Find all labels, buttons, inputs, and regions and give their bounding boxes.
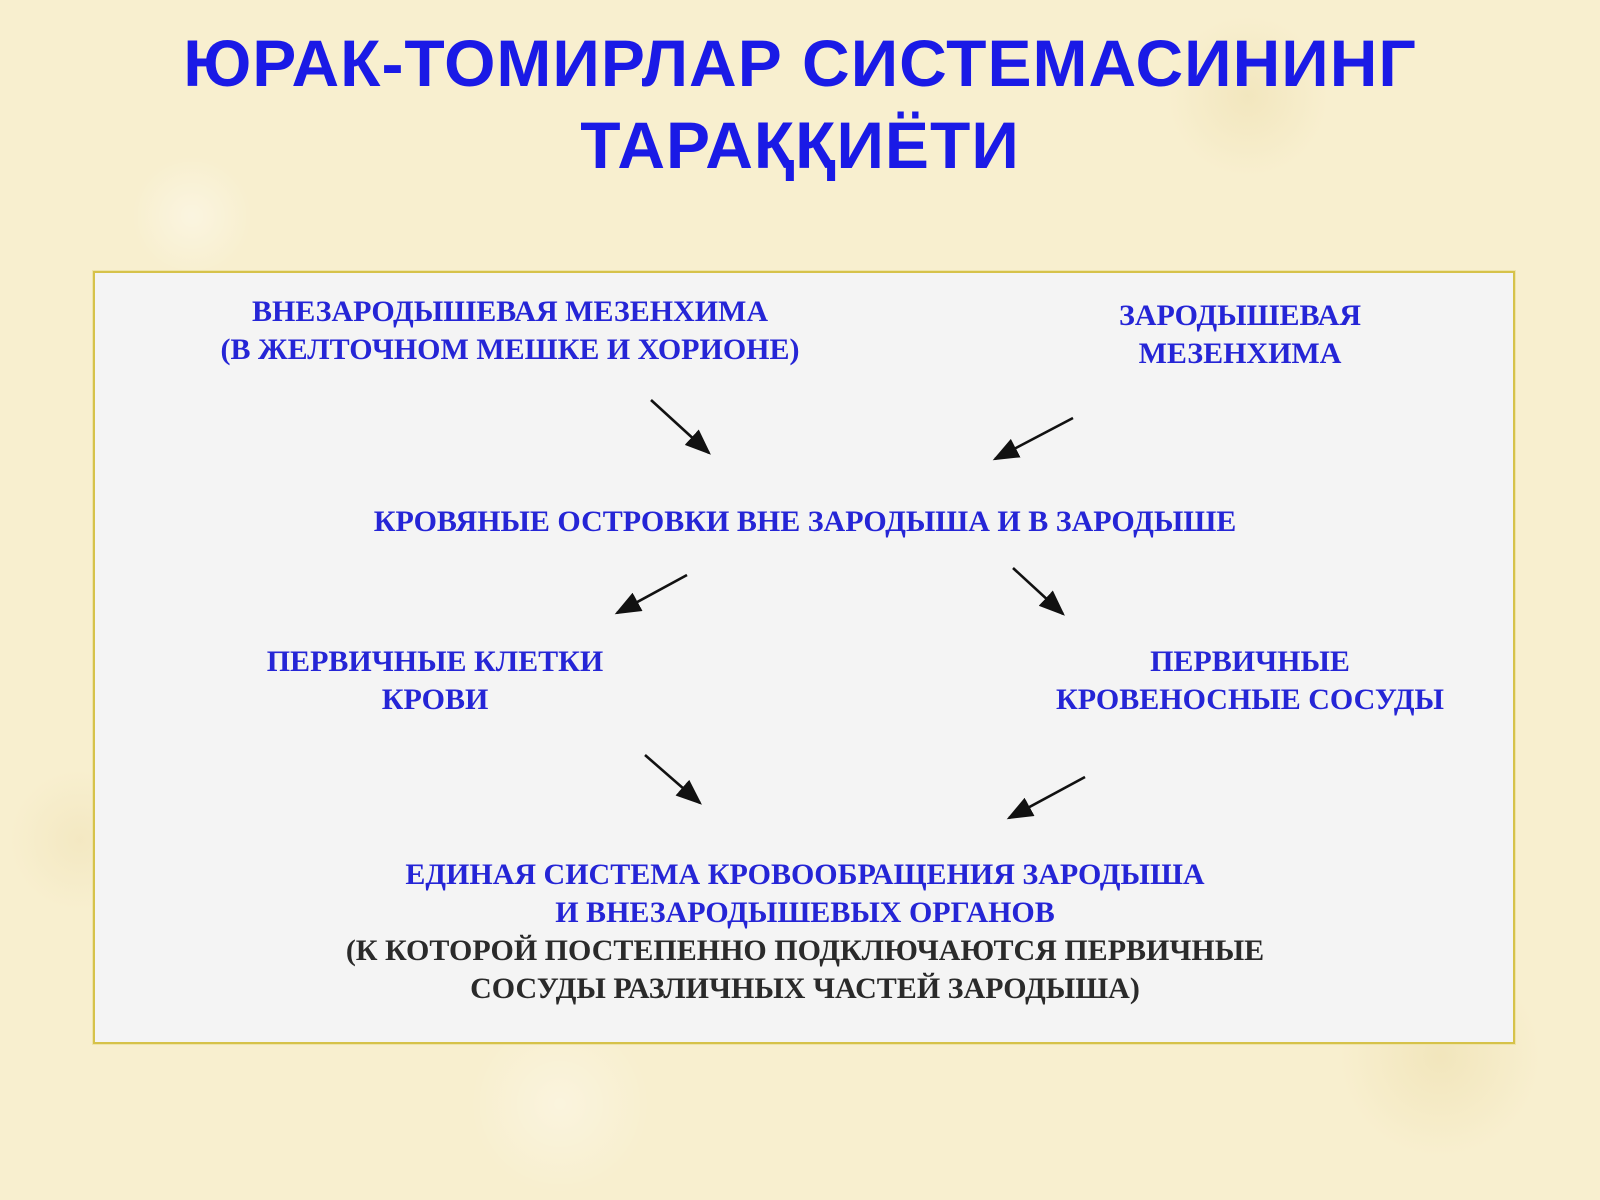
node-embryonic-mesenchyme-line-2: МЕЗЕНХИМА <box>1138 337 1342 370</box>
slide-title-line-2: ТАРАҚҚИЁТИ <box>580 108 1020 182</box>
node-primary-blood-vessels-line-1: ПЕРВИЧНЫЕ <box>1150 645 1350 678</box>
slide-title <box>0 22 1600 186</box>
edge-extraembryonic-to-islands <box>651 400 709 453</box>
node-blood-islands <box>325 503 1285 541</box>
edge-cells-to-unified <box>645 755 700 803</box>
node-embryonic-mesenchyme <box>1075 297 1405 373</box>
edge-islands-to-cells <box>617 575 687 613</box>
node-blood-islands-line-1: КРОВЯНЫЕ ОСТРОВКИ ВНЕ ЗАРОДЫША И В ЗАРОДЫШЕ <box>373 505 1237 538</box>
node-unified-circulation <box>255 856 1355 1008</box>
node-primary-blood-vessels-line-2: КРОВЕНОСНЫЕ СОСУДЫ <box>1056 683 1444 716</box>
diagram-box <box>93 271 1515 1044</box>
node-extraembryonic-mesenchyme-line-1: ВНЕЗАРОДЫШЕВАЯ МЕЗЕНХИМА <box>251 295 769 328</box>
edge-vessels-to-unified <box>1009 777 1085 818</box>
node-primary-blood-cells-line-2: КРОВИ <box>381 683 489 716</box>
node-embryonic-mesenchyme-line-1: ЗАРОДЫШЕВАЯ <box>1119 299 1361 332</box>
node-extraembryonic-mesenchyme <box>190 293 830 369</box>
edge-islands-to-vessels <box>1013 568 1063 614</box>
edge-embryonic-to-islands <box>995 418 1073 459</box>
node-primary-blood-vessels <box>1015 643 1485 719</box>
node-unified-circulation-note-line-1: (К КОТОРОЙ ПОСТЕПЕННО ПОДКЛЮЧАЮТСЯ ПЕРВИЧНЫЕ <box>345 934 1265 967</box>
slide-title-line-1: ЮРАК-ТОМИРЛАР СИСТЕМАСИНИНГ <box>183 26 1417 100</box>
node-unified-circulation-line-2: И ВНЕЗАРОДЫШЕВЫХ ОРГАНОВ <box>555 896 1055 929</box>
node-unified-circulation-line-1: ЕДИНАЯ СИСТЕМА КРОВООБРАЩЕНИЯ ЗАРОДЫША <box>405 858 1205 891</box>
node-extraembryonic-mesenchyme-line-2: (В ЖЕЛТОЧНОМ МЕШКЕ И ХОРИОНЕ) <box>220 333 800 366</box>
node-unified-circulation-note-line-2: СОСУДЫ РАЗЛИЧНЫХ ЧАСТЕЙ ЗАРОДЫША) <box>470 972 1140 1005</box>
node-primary-blood-cells <box>225 643 645 719</box>
node-primary-blood-cells-line-1: ПЕРВИЧНЫЕ КЛЕТКИ <box>266 645 604 678</box>
